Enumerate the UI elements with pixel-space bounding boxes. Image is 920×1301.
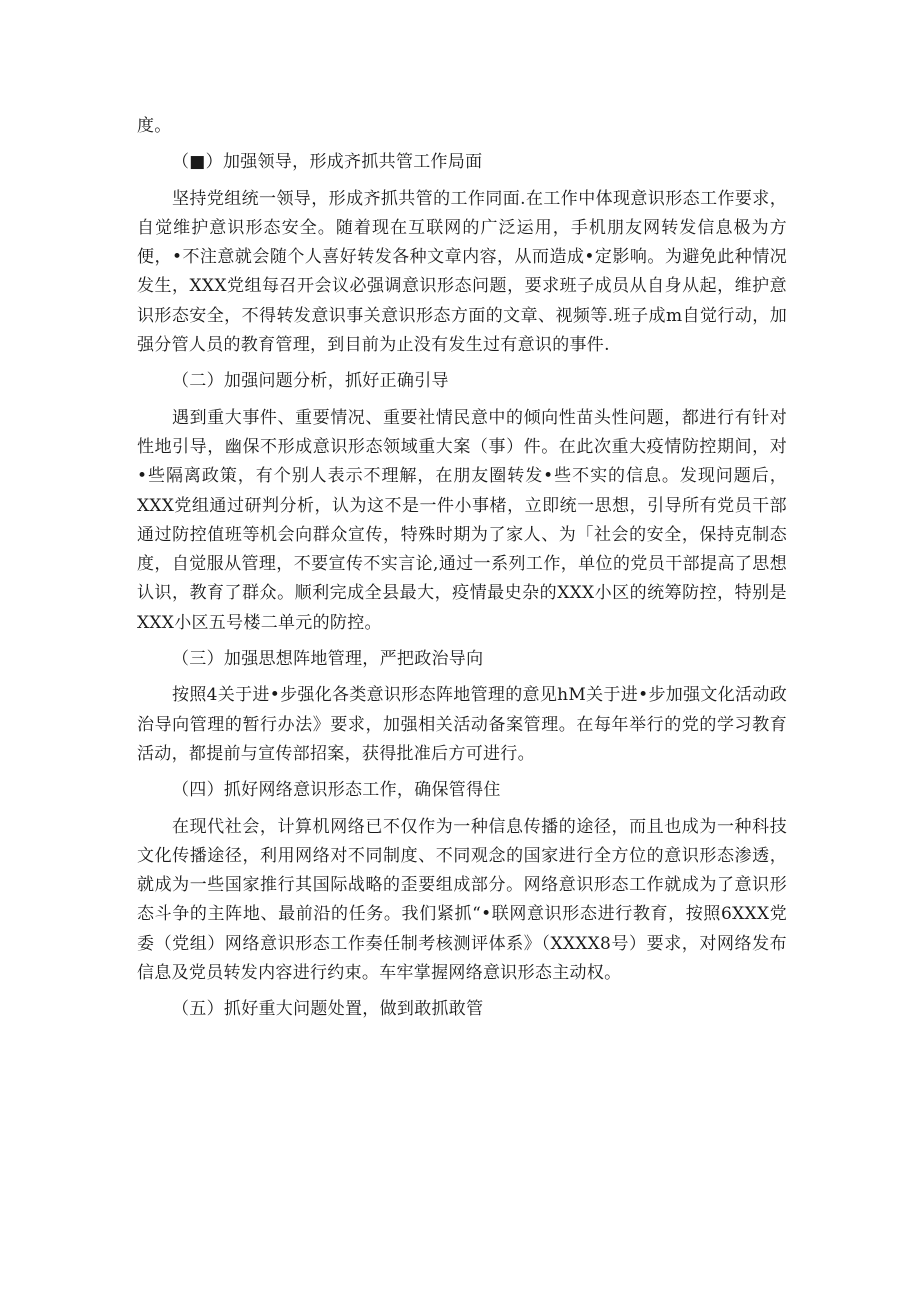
- paragraph-problem-analysis: 遇到重大事件、重要情况、重要社情民意中的倾向性苗头性问题，都进行有针对性地引导，幽保不形成意识形态领域重大案（事）件。在此次重大疫情防控期间，对•些隔离政策，有个别人表示不理解，在朋友圈转发•些不实的信息。发现问题后，XXX党组通过研判分析，认为这不是一件小事楮，立即统一思想，引导所有党员干部通过防控值班等机会向群众宣传，特殊时期为了家人、为「社会的安全，保持克制态度，自觉服从管理，不要宣传不实言论,通过一系列工作，单位的党员干部提高了思想认识，教育了群众。顺利完成全县最大，疫情最史杂的XXX小区的统筹防控，特别是XXX小区五号楼二单元的防控。: [137, 407, 787, 633]
- paragraph-network-ideology: 在现代社会，计算机网络已不仅作为一种信息传播的途径，而且也成为一种科技文化传播途径，利用网络对不同制度、不同观念的国家进行全方位的意识形态渗透，就成为一些国家推行其国际战略的歪要组成部分。网络意识形态工作就成为了意识形态斗争的主阵地、最前沿的任务。我们紧抓“•联网意识形态进行教育，按照6XXX党委（党组）网络意识形态工作奏任制考核测评体系》（XXXX8号）要求，对网络发布信息及党员转发内容进行约束。车牢掌握网络意识形态主动权。: [137, 816, 787, 984]
- paragraph-continuation: 度。: [137, 116, 172, 136]
- paragraph-position-management: 按照4关于进•步强化各类意识形态阵地管理的意见hM关于进•步加强文化活动政治导向管理的暂行办法》要求，加强相关活动备案管理。在每年举行的党的学习教育活动，都提前与宣传部招案，获得批准后方可进行。: [137, 685, 787, 764]
- section-heading-1: （■）加强领导，形成齐抓共管工作局面: [172, 152, 483, 173]
- section-heading-3: （三）加强思想阵地管理，严把政治导向: [172, 649, 484, 670]
- section-heading-2: （二）加强问题分析，抓好正确引导: [172, 371, 449, 392]
- document-body: [137, 112, 787, 1032]
- section-heading-4: （四）抓好网络意识形态工作，确保管得住: [172, 780, 501, 801]
- section-heading-5: （五）抓好重大问题处置，做到敢抓敢管: [172, 999, 484, 1020]
- paragraph-leadership: 坚持党组统一领导，形成齐抓共管的工作同面.在工作中体现意识形态工作要求，自觉维护意识形态安全。随着现在互联网的广泛运用，手机朋友网转发信息极为方便，•不注意就会随个人喜好转发各种文章内容，从而造成•定影响。为避免此种情况发生，XXX党组每召开会议必强调意识形态问题，要求班子成员从自身从起，维护意识形态安全，不得转发意识事关意识形态方面的文章、视频等.班子成m自觉行动，加强分管人员的教育管理，到目前为止没有发生过有意识的事件.: [137, 188, 787, 356]
